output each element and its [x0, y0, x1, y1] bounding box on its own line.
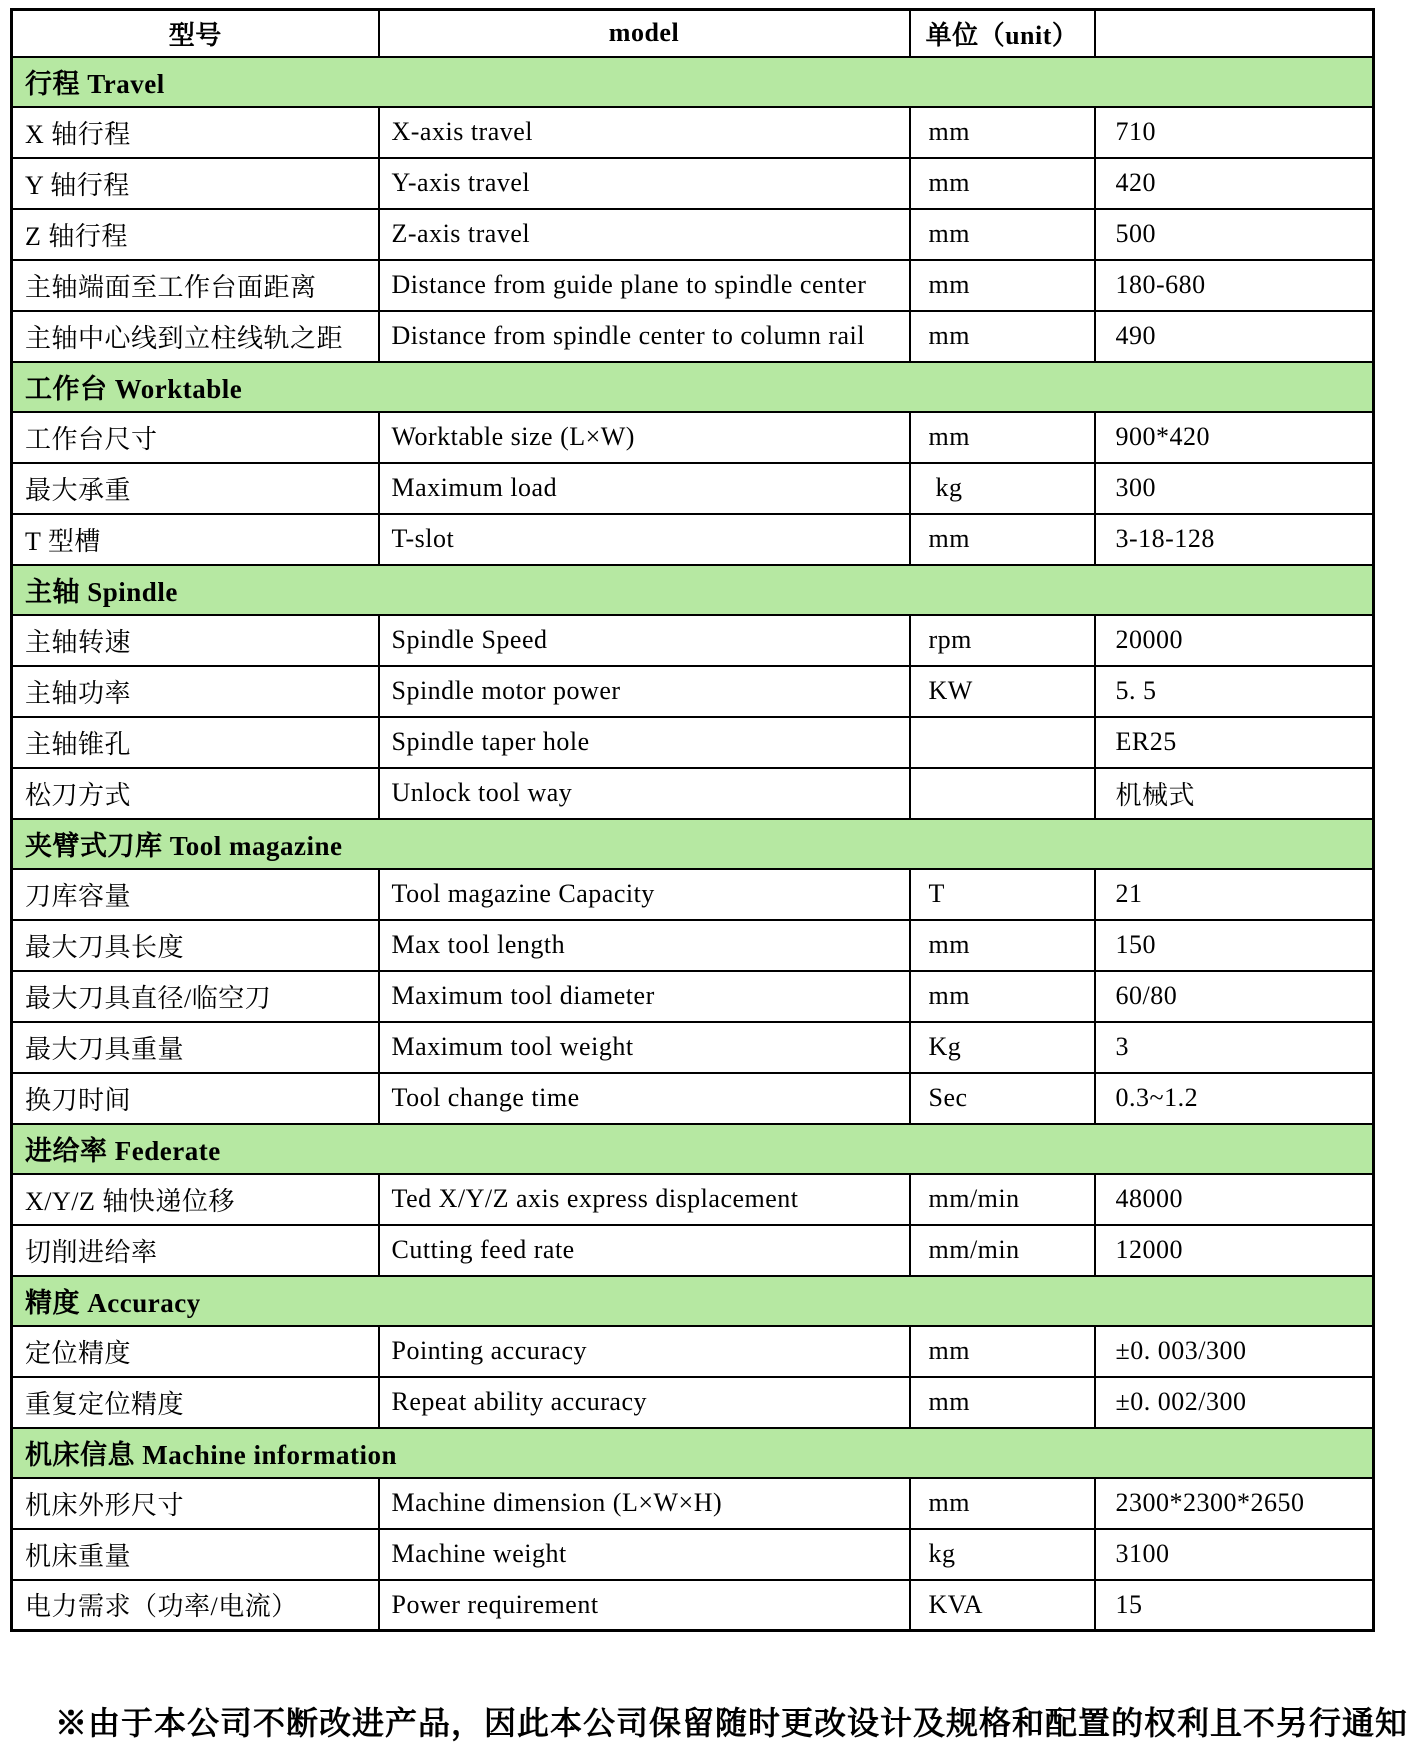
row-unit: mm [910, 514, 1095, 565]
table-row [12, 615, 1374, 666]
row-cn-label: 主轴中心线到立柱线轨之距 [12, 311, 379, 362]
row-value: ER25 [1095, 717, 1374, 768]
section-header-row [12, 57, 1374, 107]
row-en-label: Pointing accuracy [379, 1326, 910, 1377]
row-en-label: Unlock tool way [379, 768, 910, 819]
row-unit: mm [910, 971, 1095, 1022]
row-value: 900*420 [1095, 412, 1374, 463]
row-value: 420 [1095, 158, 1374, 209]
table-row [12, 311, 1374, 362]
table-row [12, 666, 1374, 717]
table-row [12, 1073, 1374, 1124]
row-en-label: X-axis travel [379, 107, 910, 158]
row-unit: mm [910, 260, 1095, 311]
row-en-label: Max tool length [379, 920, 910, 971]
row-en-label: Cutting feed rate [379, 1225, 910, 1276]
row-cn-label: 最大刀具重量 [12, 1022, 379, 1073]
section-title: 工作台 Worktable [12, 362, 1374, 412]
row-value: 710 [1095, 107, 1374, 158]
row-en-label: Maximum load [379, 463, 910, 514]
row-value: 2300*2300*2650 [1095, 1478, 1374, 1529]
row-unit: mm [910, 311, 1095, 362]
row-cn-label: 松刀方式 [12, 768, 379, 819]
table-row [12, 463, 1374, 514]
row-value: 150 [1095, 920, 1374, 971]
row-en-label: Machine dimension (L×W×H) [379, 1478, 910, 1529]
table-row [12, 514, 1374, 565]
row-en-label: Distance from spindle center to column rail [379, 311, 910, 362]
row-cn-label: 主轴端面至工作台面距离 [12, 260, 379, 311]
row-en-label: Tool magazine Capacity [379, 869, 910, 920]
row-unit: rpm [910, 615, 1095, 666]
section-title: 主轴 Spindle [12, 565, 1374, 615]
section-title: 机床信息 Machine information [12, 1428, 1374, 1478]
row-cn-label: Z 轴行程 [12, 209, 379, 260]
row-value: ±0. 002/300 [1095, 1377, 1374, 1428]
table-row [12, 971, 1374, 1022]
row-en-label: Z-axis travel [379, 209, 910, 260]
section-header-row [12, 1276, 1374, 1326]
spec-table [10, 8, 1375, 1632]
row-en-label: Tool change time [379, 1073, 910, 1124]
row-unit: kg [910, 463, 1095, 514]
table-row [12, 1377, 1374, 1428]
table-row [12, 1022, 1374, 1073]
row-value: 15 [1095, 1580, 1374, 1631]
section-header-row [12, 362, 1374, 412]
row-cn-label: 刀库容量 [12, 869, 379, 920]
row-unit: mm/min [910, 1225, 1095, 1276]
table-row [12, 158, 1374, 209]
table-row [12, 107, 1374, 158]
section-header-row [12, 1428, 1374, 1478]
table-row [12, 260, 1374, 311]
row-unit [910, 768, 1095, 819]
section-header-row [12, 565, 1374, 615]
row-en-label: Spindle Speed [379, 615, 910, 666]
row-cn-label: 机床重量 [12, 1529, 379, 1580]
row-unit: mm [910, 920, 1095, 971]
table-row [12, 920, 1374, 971]
row-value: 300 [1095, 463, 1374, 514]
row-cn-label: 最大承重 [12, 463, 379, 514]
row-value: 0.3~1.2 [1095, 1073, 1374, 1124]
row-value: ±0. 003/300 [1095, 1326, 1374, 1377]
section-title: 行程 Travel [12, 57, 1374, 107]
row-unit: mm [910, 158, 1095, 209]
row-cn-label: 最大刀具直径/临空刀 [12, 971, 379, 1022]
row-en-label: Distance from guide plane to spindle center [379, 260, 910, 311]
row-unit [910, 717, 1095, 768]
row-value: 机械式 [1095, 768, 1374, 819]
row-cn-label: 换刀时间 [12, 1073, 379, 1124]
header-unit: 单位（unit） [910, 10, 1095, 57]
row-cn-label: Y 轴行程 [12, 158, 379, 209]
row-en-label: Worktable size (L×W) [379, 412, 910, 463]
table-row [12, 209, 1374, 260]
table-row [12, 869, 1374, 920]
row-en-label: Power requirement [379, 1580, 910, 1631]
row-value: 3 [1095, 1022, 1374, 1073]
row-cn-label: 主轴转速 [12, 615, 379, 666]
row-value: 20000 [1095, 615, 1374, 666]
table-row [12, 1225, 1374, 1276]
row-value: 5. 5 [1095, 666, 1374, 717]
section-title: 进给率 Federate [12, 1124, 1374, 1174]
row-cn-label: 主轴锥孔 [12, 717, 379, 768]
row-cn-label: X 轴行程 [12, 107, 379, 158]
row-unit: kg [910, 1529, 1095, 1580]
footer-note: ※由于本公司不断改进产品，因此本公司保留随时更改设计及规格和配置的权利且不另行通知 [55, 1705, 1408, 1741]
table-row [12, 1174, 1374, 1225]
row-unit: mm [910, 209, 1095, 260]
row-en-label: Y-axis travel [379, 158, 910, 209]
table-row [12, 1580, 1374, 1631]
table-row [12, 1529, 1374, 1580]
section-title: 精度 Accuracy [12, 1276, 1374, 1326]
row-cn-label: 机床外形尺寸 [12, 1478, 379, 1529]
row-unit: Sec [910, 1073, 1095, 1124]
row-value: 3-18-128 [1095, 514, 1374, 565]
row-unit: mm [910, 1326, 1095, 1377]
row-value: 3100 [1095, 1529, 1374, 1580]
row-value: 12000 [1095, 1225, 1374, 1276]
table-row [12, 1326, 1374, 1377]
row-value: 48000 [1095, 1174, 1374, 1225]
row-cn-label: 最大刀具长度 [12, 920, 379, 971]
row-cn-label: T 型槽 [12, 514, 379, 565]
row-en-label: Spindle motor power [379, 666, 910, 717]
row-cn-label: 切削进给率 [12, 1225, 379, 1276]
row-value: 490 [1095, 311, 1374, 362]
row-en-label: T-slot [379, 514, 910, 565]
header-model-en: model [379, 10, 910, 57]
row-unit: mm [910, 1377, 1095, 1428]
row-value: 180-680 [1095, 260, 1374, 311]
header-value [1095, 10, 1374, 57]
row-en-label: Repeat ability accuracy [379, 1377, 910, 1428]
row-value: 21 [1095, 869, 1374, 920]
table-header-row [12, 10, 1374, 57]
row-en-label: Machine weight [379, 1529, 910, 1580]
table-row [12, 768, 1374, 819]
row-unit: mm [910, 107, 1095, 158]
row-en-label: Maximum tool weight [379, 1022, 910, 1073]
row-cn-label: 工作台尺寸 [12, 412, 379, 463]
row-en-label: Spindle taper hole [379, 717, 910, 768]
row-cn-label: 重复定位精度 [12, 1377, 379, 1428]
header-model-cn: 型号 [12, 10, 379, 57]
row-cn-label: 电力需求（功率/电流） [12, 1580, 379, 1631]
row-unit: KVA [910, 1580, 1095, 1631]
row-unit: KW [910, 666, 1095, 717]
row-value: 500 [1095, 209, 1374, 260]
section-title: 夹臂式刀库 Tool magazine [12, 819, 1374, 869]
row-en-label: Ted X/Y/Z axis express displacement [379, 1174, 910, 1225]
row-unit: Kg [910, 1022, 1095, 1073]
table-row [12, 717, 1374, 768]
row-unit: T [910, 869, 1095, 920]
row-unit: mm [910, 1478, 1095, 1529]
table-row [12, 1478, 1374, 1529]
section-header-row [12, 819, 1374, 869]
row-value: 60/80 [1095, 971, 1374, 1022]
row-cn-label: 主轴功率 [12, 666, 379, 717]
row-cn-label: 定位精度 [12, 1326, 379, 1377]
section-header-row [12, 1124, 1374, 1174]
row-cn-label: X/Y/Z 轴快递位移 [12, 1174, 379, 1225]
row-unit: mm/min [910, 1174, 1095, 1225]
row-unit: mm [910, 412, 1095, 463]
table-row [12, 412, 1374, 463]
row-en-label: Maximum tool diameter [379, 971, 910, 1022]
